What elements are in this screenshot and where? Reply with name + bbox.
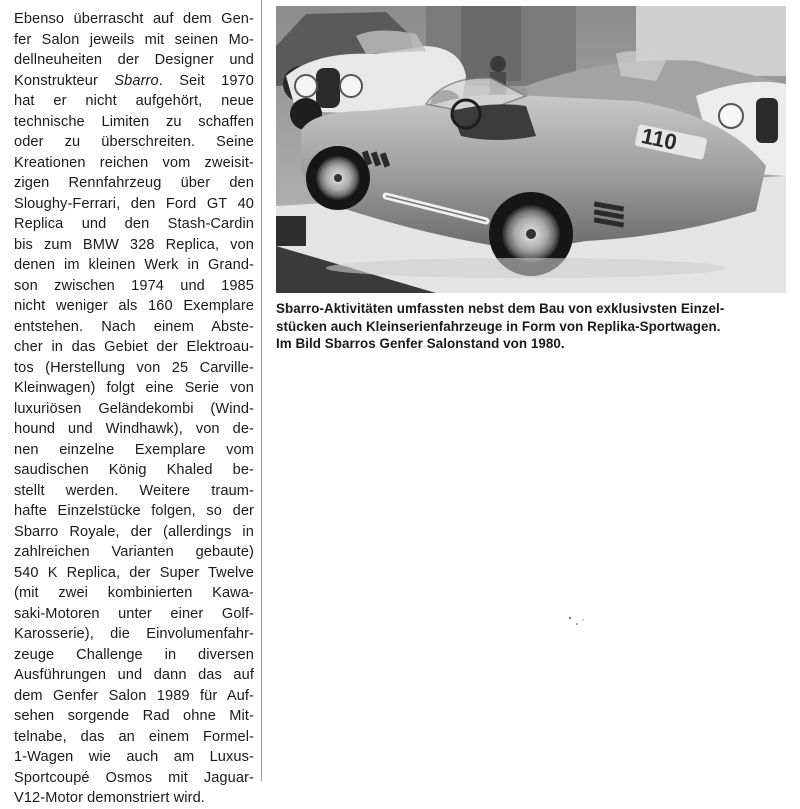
article-line: Sbarro Royale, der (allerdings in <box>14 523 254 540</box>
article-line: nen einzelne Exemplare vom <box>14 441 254 458</box>
article-line: luxuriösen Geländekombi (Wind- <box>14 400 254 417</box>
article-line: Konstrukteur Sbarro. Seit 1970 <box>14 72 254 89</box>
article-line: nicht weniger als 160 Exemplare <box>14 298 254 314</box>
article-line: sehen sorgende Rad ohne Mit- <box>14 708 254 724</box>
article-line: Sloughy-Ferrari, den Ford GT 40 <box>14 195 254 212</box>
article-line: zeuge Challenge in diversen <box>14 646 254 663</box>
article-line: son zwischen 1974 und 1985 <box>14 277 254 294</box>
scan-specks <box>565 610 595 630</box>
article-line: technische Limiten zu schaffen <box>14 113 254 130</box>
article-line: 1-Wagen wie auch am Luxus- <box>14 749 254 765</box>
article-column <box>0 0 262 806</box>
article-line: fer Salon jeweils mit seinen Mo- <box>14 31 254 48</box>
article-line: hafte Einzelstücke folgen, so der <box>14 503 254 519</box>
article-line: 540 K Replica, der Super Twelve <box>14 564 254 581</box>
article-body <box>14 9 254 809</box>
article-line: dem Genfer Salon 1989 für Auf- <box>14 687 254 704</box>
article-line: Replica und den Stash-Cardin <box>14 216 254 232</box>
article-line: Ebenso überrascht auf dem Gen- <box>14 11 254 27</box>
article-line: zahlreichen Varianten gebaute) <box>14 544 254 560</box>
article-line: denen im kleinen Werk in Grand- <box>14 257 254 273</box>
race-number: 110 <box>639 123 680 155</box>
article-line: tos (Herstellung von 25 Carville- <box>14 359 254 376</box>
article-line: stellt werden. Weitere traum- <box>14 482 254 499</box>
article-line: oder zu überschreiten. Seine <box>14 134 254 150</box>
article-line: hat er nicht aufgehört, neue <box>14 93 254 109</box>
caption-line: Sbarro-Aktivitäten umfassten nebst dem Bau von exklusivsten Einzel- <box>276 301 725 316</box>
article-line: Kleinwagen) folgt eine Serie von <box>14 380 254 396</box>
article-line: Kreationen reichen vom zweisit- <box>14 154 254 171</box>
article-line: hound und Windhawk), von de- <box>14 421 254 437</box>
article-line: dellneuheiten der Designer und <box>14 52 254 68</box>
article-line: Ausführungen und dann das auf <box>14 667 254 683</box>
article-line: Karosserie), die Einvolumenfahr- <box>14 626 254 642</box>
car-photo-illustration <box>276 6 786 293</box>
article-line: (mit zwei kombinierten Kawa- <box>14 585 254 601</box>
article-line: saudischen König Khaled be- <box>14 462 254 478</box>
article-line: Sportcoupé Osmos mit Jaguar- <box>14 769 254 786</box>
caption-line: Im Bild Sbarros Genfer Salonstand von 1980. <box>276 336 565 351</box>
photo-caption <box>276 300 786 353</box>
article-line: bis zum BMW 328 Replica, von <box>14 236 254 253</box>
car-show-photo <box>276 6 786 293</box>
article-line: entstehen. Nach einem Abste- <box>14 318 254 335</box>
article-line: saki-Motoren unter einer Golf- <box>14 605 254 622</box>
article-line: telnabe, das an einem Formel- <box>14 728 254 745</box>
caption-line: stücken auch Kleinserienfahrzeuge in Form von Replika-Sportwagen. <box>276 318 721 334</box>
article-line: V12-Motor demonstriert wird. <box>14 790 205 806</box>
article-line: cher in das Gebiet der Elektroau- <box>14 339 254 355</box>
article-line: zigen Rennfahrzeug über den <box>14 175 254 191</box>
